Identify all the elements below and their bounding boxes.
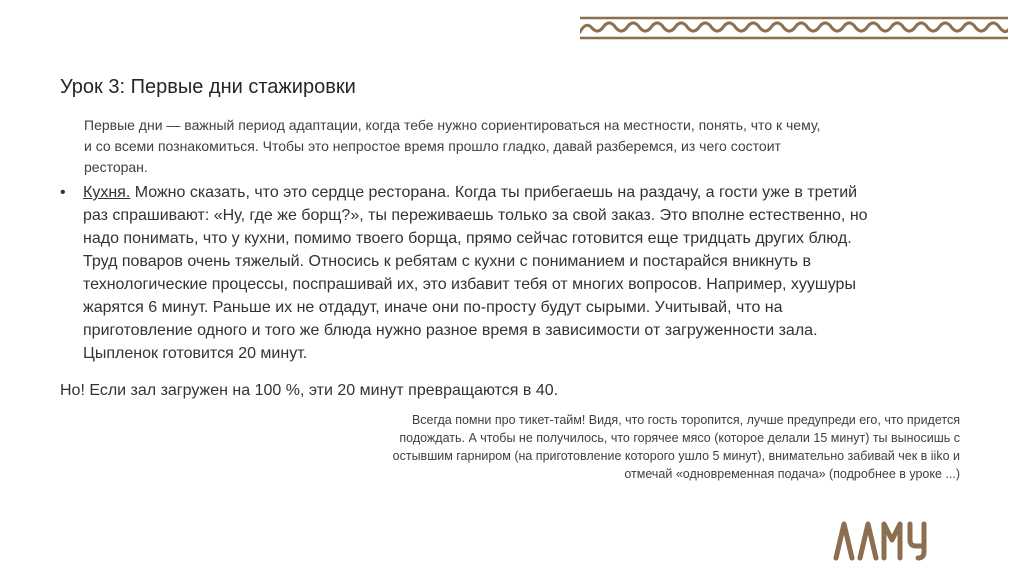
load-note: Но! Если зал загружен на 100 %, эти 20 минут превращаются в 40. [60,382,559,399]
tip-line: остывшим гарниром (на приготовление которого ушло 5 минут), внимательно забивай чек в iiko и [392,449,960,463]
intro-paragraph [84,115,964,178]
bullet-first-line [60,181,940,204]
intro-line: и со всеми познакомиться. Чтобы это непростое время прошло гладко, давай разберемся, из чего состоит [84,138,781,154]
bullet-keyword: Кухня. [83,184,131,201]
bullet-line: приготовление одного и того же блюда нужно разное время в зависимости от загруженности зала. [83,322,818,339]
intro-line: ресторан. [84,159,148,175]
bullet-line: надо понимать, что у кухни, помимо твоего борща, прямо сейчас готовится еще тридцать других блюд. [83,230,852,247]
bullet-line: раз спрашивают: «Ну, где же борщ?», ты переживаешь только за свой заказ. Это вполне естественно, но [83,207,868,224]
tip-line: подождать. А чтобы не получилось, что горячее мясо (которое делали 15 минут) ты выносишь с [399,431,960,445]
bullet-line: технологические процессы, поспрашивай их, это избавит тебя от многих вопросов. Например, хуушуры [83,276,856,293]
bullet-marker: • [60,184,66,201]
decorative-ornament-border [580,16,1008,40]
bullet-line: Цыпленок готовится 20 минут. [83,345,308,362]
lamu-logo [832,518,936,562]
intro-line: Первые дни — важный период адаптации, когда тебе нужно сориентироваться на местности, понять, что к чему, [84,117,821,133]
bullet-line: Труд поваров очень тяжелый. Относись к ребятам с кухни с пониманием и постарайся вникнуть в [83,253,811,270]
bullet-line: жарятся 6 минут. Раньше их не отдадут, иначе они по-просту будут сырыми. Учитывай, что на [83,299,783,316]
tip-line: отмечай «одновременная подача» (подробнее в уроке ...) [624,467,960,481]
slide-title: Урок 3: Первые дни стажировки [60,76,356,98]
tip-line: Всегда помни про тикет-тайм! Видя, что гость торопится, лучше предупреди его, что придется [411,413,960,427]
ticket-time-tip [300,411,960,483]
bullet-first-line-text: Можно сказать, что это сердце ресторана. Когда ты прибегаешь на раздачу, а гости уже в третий [130,184,858,201]
kitchen-bullet [60,181,940,365]
